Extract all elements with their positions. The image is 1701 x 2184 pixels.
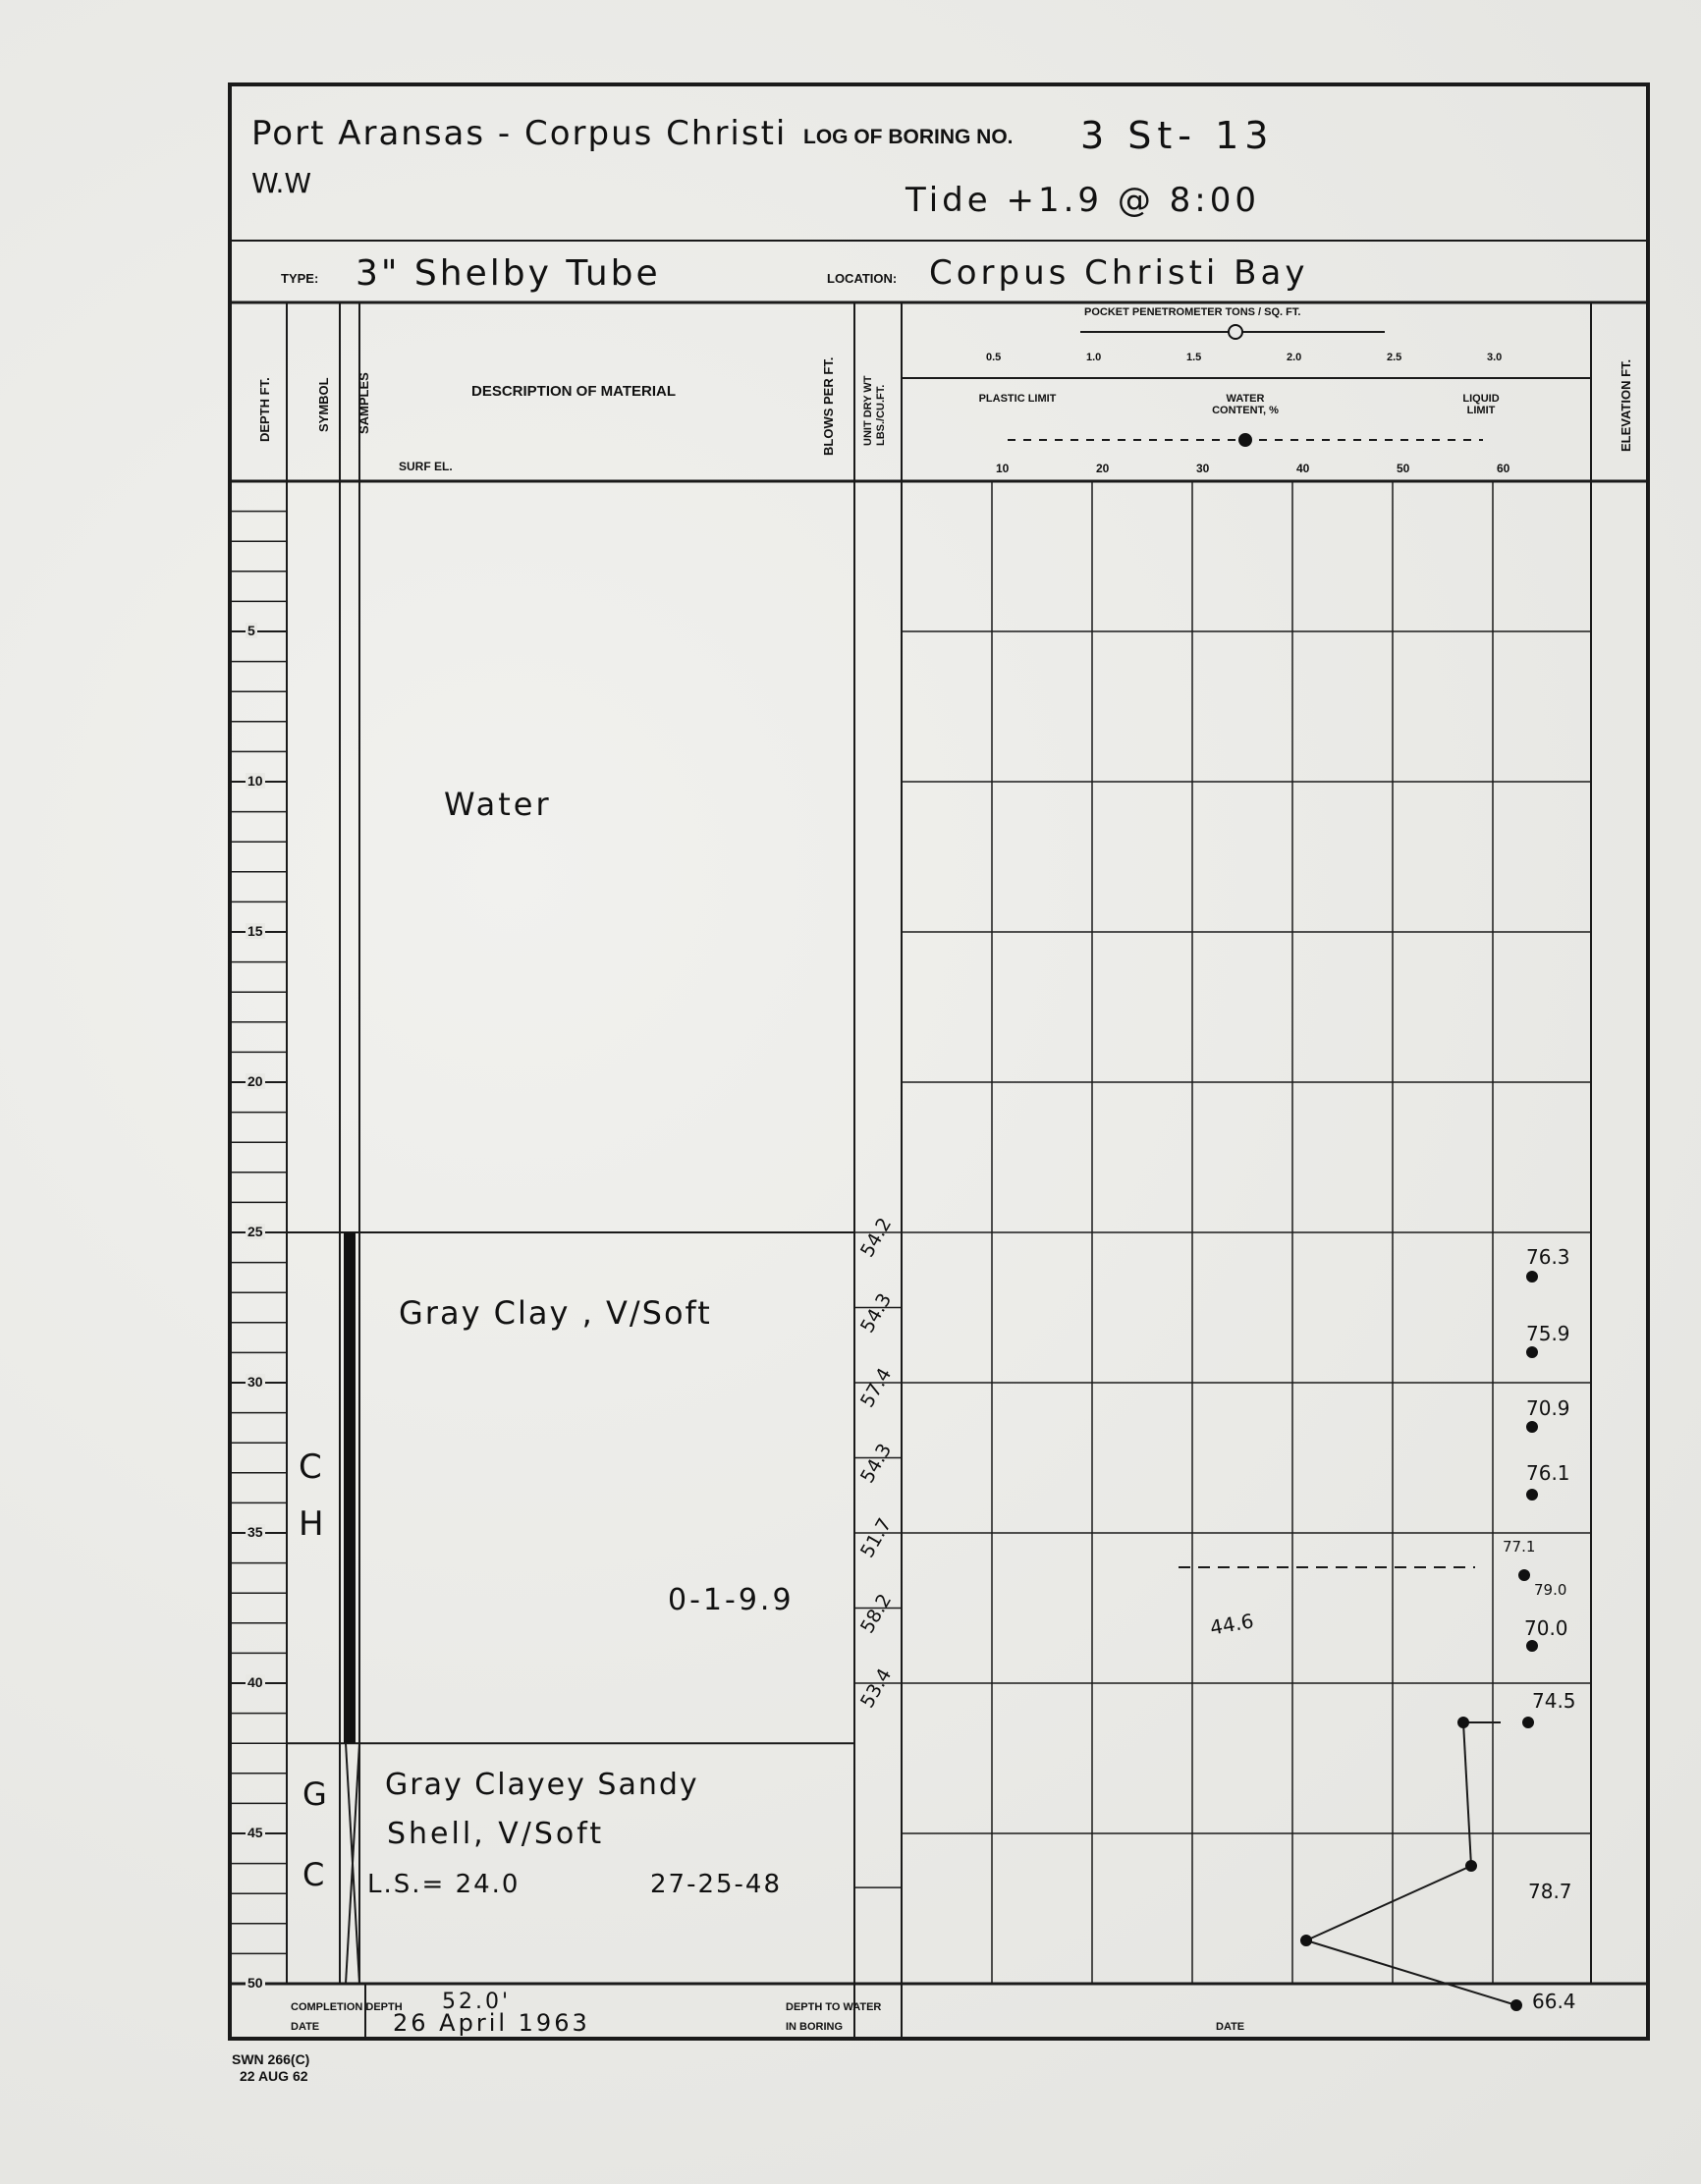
clay-symbol-h: H <box>299 1504 324 1544</box>
penetrometer-tick: 2.5 <box>1387 352 1402 363</box>
description-column-header: DESCRIPTION OF MATERIAL <box>471 383 677 400</box>
moisture-value: 78.7 <box>1528 1880 1572 1903</box>
moisture-point <box>1523 1718 1533 1727</box>
moisture-point <box>1519 1570 1529 1580</box>
unit-weight-value: 57.4 <box>856 1364 897 1412</box>
completion-date-value: 26 April 1963 <box>393 2009 590 2037</box>
water-content-tick: 40 <box>1296 462 1310 475</box>
unit-weight-value: 58.2 <box>856 1590 897 1637</box>
unit-weight-value: 54.2 <box>856 1214 897 1262</box>
depth-column-header: DEPTH FT. <box>257 377 272 442</box>
unit-weight-value: 51.7 <box>856 1514 897 1562</box>
plot-curve <box>1463 1722 1471 1866</box>
water-content-header: WATER CONTENT, % <box>1212 393 1279 416</box>
liquid-limit-header: LIQUID LIMIT <box>1462 393 1500 416</box>
in-boring-label: IN BORING <box>786 2021 844 2033</box>
samples-bar <box>344 1232 356 1743</box>
moisture-value: 77.1 <box>1503 1538 1536 1556</box>
log-label: LOG OF BORING NO. <box>803 126 1014 148</box>
shell-atterberg: 27-25-48 <box>650 1870 783 1899</box>
depth-label: 30 <box>247 1374 263 1390</box>
depth-label: 40 <box>247 1674 263 1690</box>
water-content-tick: 60 <box>1497 462 1510 475</box>
shell-symbol-g: G <box>302 1775 327 1813</box>
form-number: SWN 266(C) <box>232 2051 310 2067</box>
shell-symbol-c: C <box>302 1856 325 1893</box>
moisture-value: 74.5 <box>1532 1689 1576 1713</box>
moisture-point <box>1527 1422 1537 1432</box>
plot-point <box>1458 1718 1468 1727</box>
clay-symbol-c: C <box>299 1447 322 1487</box>
elevation-column-header: ELEVATION FT. <box>1619 358 1633 452</box>
symbol-column-header: SYMBOL <box>316 377 331 432</box>
layer-shell-line1: Gray Clayey Sandy <box>385 1768 699 1802</box>
location-label: LOCATION: <box>827 271 898 286</box>
depth-label: 25 <box>247 1224 263 1239</box>
unit-weight-value: 54.3 <box>856 1440 897 1487</box>
plot-point <box>1511 2000 1521 2010</box>
plot-point <box>1466 1861 1476 1871</box>
depth-label: 5 <box>247 623 255 638</box>
water-content-tick: 50 <box>1397 462 1410 475</box>
penetrometer-tick: 0.5 <box>986 352 1002 363</box>
moisture-point <box>1527 1490 1537 1500</box>
plot-curve <box>1306 1940 1516 2005</box>
shell-ls: L.S.= 24.0 <box>367 1870 521 1899</box>
type-value: 3" Shelby Tube <box>356 253 661 294</box>
depth-label: 20 <box>247 1073 263 1089</box>
depth-to-water-label: DEPTH TO WATER <box>786 2001 882 2013</box>
water-content-tick: 10 <box>996 462 1010 475</box>
water-content-tick: 30 <box>1196 462 1210 475</box>
samples-column-header: SAMPLES <box>357 372 371 434</box>
plot-curve <box>1306 1866 1471 1940</box>
depth-label: 15 <box>247 923 263 939</box>
water-content-tick: 20 <box>1096 462 1110 475</box>
moisture-value: 70.0 <box>1524 1616 1568 1640</box>
blows-column-header: BLOWS PER FT. <box>821 356 836 456</box>
penetrometer-tick: 3.0 <box>1487 352 1503 363</box>
penetrometer-tick: 2.0 <box>1287 352 1302 363</box>
completion-depth-value: 52.0' <box>442 1990 512 2014</box>
moisture-point <box>1527 1272 1537 1282</box>
unit-weight-value: 54.3 <box>856 1289 897 1337</box>
type-label: TYPE: <box>281 271 319 286</box>
water-content-symbol <box>1239 434 1251 446</box>
depth-label: 10 <box>247 773 263 789</box>
location-value: Corpus Christi Bay <box>929 253 1309 293</box>
mid-water-content-value: 44.6 <box>1208 1609 1256 1640</box>
layer-water: Water <box>444 786 552 823</box>
unit-dry-weight-header: UNIT DRY WT LBS./CU.FT. <box>862 375 887 446</box>
penetrometer-tick: 1.0 <box>1086 352 1102 363</box>
unit-weight-value: 53.4 <box>856 1665 897 1713</box>
penetrometer-header: POCKET PENETROMETER TONS / SQ. FT. <box>1084 306 1301 318</box>
plastic-limit-header: PLASTIC LIMIT <box>978 393 1057 405</box>
boring-number: 3 St- 13 <box>1080 114 1275 157</box>
moisture-value: 76.3 <box>1526 1245 1570 1269</box>
depth-label: 45 <box>247 1825 263 1840</box>
moisture-value: 76.1 <box>1526 1461 1570 1485</box>
tide-note: Tide +1.9 @ 8:00 <box>905 181 1261 220</box>
project-name-line2: W.W <box>251 167 312 199</box>
penetrometer-tick: 1.5 <box>1186 352 1202 363</box>
plot-point <box>1301 1936 1311 1945</box>
completion-date-label: DATE <box>291 2021 320 2033</box>
moisture-value: 70.9 <box>1526 1396 1570 1420</box>
moisture-point <box>1527 1641 1537 1651</box>
penetrometer-symbol <box>1229 325 1242 339</box>
layer-shell-line2: Shell, V/Soft <box>387 1817 605 1851</box>
project-name: Port Aransas - Corpus Christi <box>251 114 788 153</box>
moisture-value: 66.4 <box>1532 1990 1576 2013</box>
surface-elevation-label: SURF EL. <box>399 460 453 473</box>
water-date-label: DATE <box>1216 2021 1245 2033</box>
depth-label: 35 <box>247 1524 263 1540</box>
moisture-value: 75.9 <box>1526 1322 1570 1345</box>
form-date: 22 AUG 62 <box>240 2068 308 2084</box>
layer-gray-clay: Gray Clay , V/Soft <box>399 1294 712 1332</box>
moisture-value: 79.0 <box>1534 1581 1567 1599</box>
moisture-point <box>1527 1347 1537 1357</box>
depth-label: 50 <box>247 1975 263 1991</box>
clay-note: 0-1-9.9 <box>668 1583 795 1617</box>
completion-depth-label: COMPLETION DEPTH <box>291 2001 403 2013</box>
